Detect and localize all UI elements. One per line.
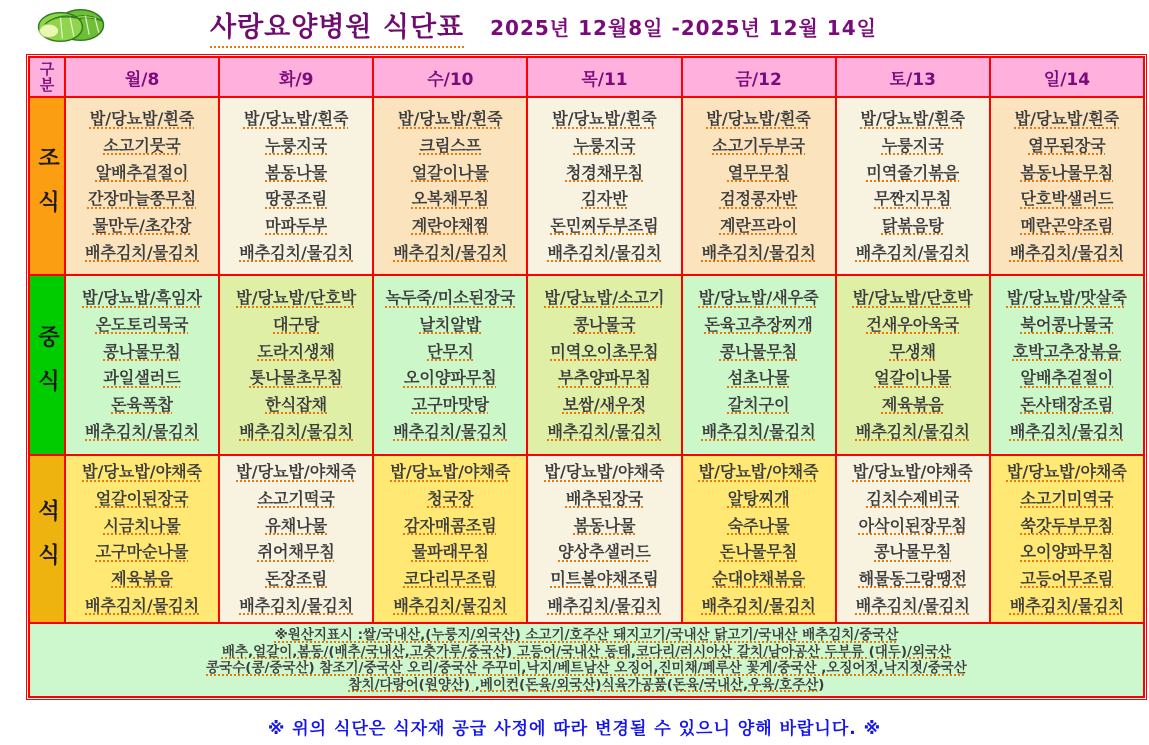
menu-item: 고구마맛탕 <box>411 394 489 414</box>
menu-item: 배추김치/물김치 <box>393 242 508 262</box>
meal-row-breakfast <box>29 97 1144 275</box>
menu-item: 돈나물무침 <box>719 542 798 562</box>
menu-item: 갈치구이 <box>727 394 790 414</box>
change-notice: ※ 위의 식단은 식자재 공급 사정에 따라 변경될 수 있으니 양해 바랍니다. ※ <box>267 719 882 739</box>
menu-item: 검정콩자반 <box>719 189 798 209</box>
menu-cell-dinner-day1 <box>219 455 373 623</box>
menu-item: 돈사태장조림 <box>1020 394 1114 414</box>
menu-item: 마파두부 <box>265 215 328 235</box>
menu-cell-lunch-day0 <box>65 275 219 455</box>
menu-item: 아삭이된장무침 <box>858 515 967 535</box>
menu-item: 땅콩조림 <box>265 189 328 209</box>
meal-label-dinner: 석식 <box>29 455 65 623</box>
menu-item: 배추김치/물김치 <box>239 421 354 441</box>
menu-item: 누룽지국 <box>265 135 328 155</box>
menu-item: 오이양파무침 <box>1020 542 1114 562</box>
menu-item: 섬초나물 <box>727 368 790 388</box>
menu-item: 보쌈/새우젓 <box>562 394 647 414</box>
day-header-3: 목/11 <box>527 57 681 97</box>
menu-item: 밥/당뇨밥/흰죽 <box>706 109 811 129</box>
menu-item: 배추김치/물김치 <box>1009 242 1124 262</box>
menu-item: 배추김치/물김치 <box>393 595 508 615</box>
menu-item: 부추양파무침 <box>558 368 651 388</box>
menu-item: 돈육폭찹 <box>111 394 173 414</box>
menu-cell-breakfast-day1 <box>219 97 373 275</box>
menu-item: 순대야채볶음 <box>712 568 805 588</box>
meal-row-lunch <box>29 275 1144 455</box>
menu-item: 건새우아욱국 <box>866 314 960 334</box>
menu-item: 배추김치/물김치 <box>1009 595 1124 615</box>
menu-item: 대구탕 <box>273 314 320 334</box>
menu-cell-breakfast-day3 <box>527 97 681 275</box>
date-range: 2025년 12월8일 -2025년 12월 14일 <box>490 15 877 40</box>
menu-item: 배추김치/물김치 <box>85 421 200 441</box>
day-header-5: 토/13 <box>836 57 990 97</box>
meal-table <box>28 56 1145 698</box>
menu-item: 배추김치/물김치 <box>85 242 200 262</box>
origin-line-3: 콩국수(콩/중국산) 참조기/중국산 오리/중국산 주꾸미,낙지/베트남산 오징어,진미채/페루산 꽃게/중국산 ,오징어젓,낙지젓/중국산 <box>206 660 967 676</box>
meal-label-breakfast: 조식 <box>29 97 65 275</box>
menu-item: 물만두/초간장 <box>92 215 192 235</box>
menu-item: 닭볶음탕 <box>881 215 944 235</box>
menu-item: 얼갈이나물 <box>874 368 952 388</box>
menu-item: 콩나물무침 <box>874 542 952 562</box>
menu-item: 톳나물초무침 <box>249 368 343 388</box>
menu-item: 봄동나물 <box>573 515 636 535</box>
menu-item: 밥/당뇨밥/단호박 <box>236 288 357 308</box>
menu-item: 숙주나물 <box>727 515 790 535</box>
day-header-6: 일/14 <box>990 57 1144 97</box>
menu-item: 소고기두부국 <box>712 135 805 155</box>
menu-item: 쥐어채무침 <box>257 542 335 562</box>
menu-item: 미역줄기볶음 <box>866 162 960 182</box>
menu-item: 밥/당뇨밥/야채죽 <box>236 462 357 482</box>
menu-item: 배추김치/물김치 <box>1009 421 1124 441</box>
menu-item: 날치알밥 <box>419 314 482 334</box>
menu-item: 콩나물무침 <box>103 341 181 361</box>
menu-item: 콩나물무침 <box>719 341 798 361</box>
menu-item: 계란프라이 <box>719 215 798 235</box>
corner-header: 구분 <box>29 57 65 97</box>
menu-cell-lunch-day3 <box>527 275 681 455</box>
menu-item: 밥/당뇨밥/야채죽 <box>1006 462 1127 482</box>
menu-item: 배추김치/물김치 <box>239 595 354 615</box>
menu-item: 미트볼야채조림 <box>550 568 659 588</box>
menu-item: 봄동나물무침 <box>1020 162 1114 182</box>
menu-item: 밥/당뇨밥/흰죽 <box>1014 109 1120 129</box>
menu-item: 감자매콤조림 <box>403 515 497 535</box>
menu-item: 얼갈이나물 <box>411 162 489 182</box>
day-header-2: 수/10 <box>373 57 527 97</box>
day-header-0: 월/8 <box>65 57 219 97</box>
menu-item: 쑥갓두부무침 <box>1020 515 1114 535</box>
menu-item: 청경채무침 <box>565 162 644 182</box>
menu-item: 녹두죽/미소된장국 <box>385 288 516 308</box>
menu-cell-lunch-day6 <box>990 275 1144 455</box>
menu-item: 청국장 <box>427 488 474 508</box>
menu-item: 배추김치/물김치 <box>701 595 816 615</box>
menu-item: 배추김치/물김치 <box>855 421 970 441</box>
menu-cell-dinner-day5 <box>836 455 990 623</box>
cabbage-icon <box>28 2 114 50</box>
menu-item: 호박고추장볶음 <box>1012 341 1122 361</box>
menu-item: 밥/당뇨밥/흰죽 <box>398 109 503 129</box>
topbar <box>0 0 1149 52</box>
menu-cell-lunch-day5 <box>836 275 990 455</box>
menu-item: 제육볶음 <box>881 394 944 414</box>
menu-item: 알탕찌개 <box>727 488 790 508</box>
menu-item: 밥/당뇨밥/흰죽 <box>860 109 965 129</box>
menu-item: 제육볶음 <box>111 568 173 588</box>
menu-item: 누룽지국 <box>881 135 944 155</box>
meal-label-lunch: 중식 <box>29 275 65 455</box>
menu-item: 소고기미역국 <box>1020 488 1114 508</box>
origin-row <box>29 623 1144 697</box>
menu-cell-breakfast-day2 <box>373 97 527 275</box>
menu-cell-lunch-day1 <box>219 275 373 455</box>
menu-item: 콩나물국 <box>573 314 636 334</box>
menu-item: 알배추겉절이 <box>95 162 189 182</box>
menu-item: 단무지 <box>427 341 474 361</box>
menu-item: 소고기떡국 <box>257 488 335 508</box>
menu-item: 배추된장국 <box>565 488 644 508</box>
menu-item: 소고기뭇국 <box>103 135 181 155</box>
menu-item: 밥/당뇨밥/흰죽 <box>552 109 657 129</box>
menu-item: 한식잡채 <box>265 394 328 414</box>
menu-cell-breakfast-day4 <box>682 97 836 275</box>
menu-item: 온도토리묵국 <box>95 314 189 334</box>
menu-item: 오복채무침 <box>411 189 489 209</box>
menu-item: 배추김치/물김치 <box>701 242 816 262</box>
menu-cell-dinner-day3 <box>527 455 681 623</box>
menu-item: 배추김치/물김치 <box>855 595 970 615</box>
menu-item: 무짠지무침 <box>874 189 952 209</box>
day-header-1: 화/9 <box>219 57 373 97</box>
menu-item: 밥/당뇨밥/흑임자 <box>82 288 203 308</box>
origin-section <box>29 623 1144 697</box>
menu-item: 배추김치/물김치 <box>701 421 816 441</box>
menu-item: 해물동그랑땡전 <box>858 568 967 588</box>
menu-item: 돈육고추장찌개 <box>704 314 813 334</box>
day-header-row <box>29 57 1144 97</box>
menu-item: 밥/당뇨밥/흰죽 <box>89 109 195 129</box>
menu-item: 오이양파무침 <box>403 368 497 388</box>
menu-item: 계란야채찜 <box>411 215 489 235</box>
menu-item: 도라지생채 <box>257 341 335 361</box>
menu-item: 밥/당뇨밥/맛살죽 <box>1006 288 1127 308</box>
menu-item: 배추김치/물김치 <box>85 595 200 615</box>
menu-cell-dinner-day6 <box>990 455 1144 623</box>
menu-item: 간장마늘쫑무침 <box>87 189 197 209</box>
menu-item: 배추김치/물김치 <box>855 242 970 262</box>
menu-cell-lunch-day2 <box>373 275 527 455</box>
menu-item: 밥/당뇨밥/야채죽 <box>698 462 819 482</box>
menu-item: 열무된장국 <box>1028 135 1106 155</box>
menu-item: 밥/당뇨밥/단호박 <box>852 288 973 308</box>
menu-item: 메란곤약조림 <box>1020 215 1114 235</box>
menu-item: 밥/당뇨밥/야채죽 <box>390 462 511 482</box>
meal-table-frame <box>26 54 1147 700</box>
menu-item: 유채나물 <box>265 515 328 535</box>
menu-item: 배추김치/물김치 <box>239 242 354 262</box>
menu-item: 얼갈이된장국 <box>95 488 189 508</box>
origin-line-2: 배추,얼갈이,봄동/(배추/국내산,고춧가루/중국산) 고등어/국내산 동태,코다리/러시아산 갈치/남아공산 두부류 (대두)/외국산 <box>221 643 952 660</box>
meal-row-dinner <box>29 455 1144 623</box>
menu-item: 크림스프 <box>419 135 482 155</box>
meal-rows <box>29 97 1144 623</box>
menu-item: 과일샐러드 <box>103 368 181 388</box>
menu-cell-breakfast-day5 <box>836 97 990 275</box>
menu-item: 김치수제비국 <box>866 488 960 508</box>
page-title: 사랑요양병원 식단표 <box>210 5 464 48</box>
menu-item: 누룽지국 <box>573 135 636 155</box>
menu-cell-lunch-day4 <box>682 275 836 455</box>
menu-item: 밥/당뇨밥/야채죽 <box>544 462 665 482</box>
menu-item: 열무무침 <box>727 162 790 182</box>
menu-item: 배추김치/물김치 <box>393 421 508 441</box>
menu-item: 고구마순나물 <box>95 542 189 562</box>
menu-item: 배추김치/물김치 <box>547 595 662 615</box>
menu-item: 밥/당뇨밥/소고기 <box>544 288 665 308</box>
menu-item: 배추김치/물김치 <box>547 242 662 262</box>
menu-item: 밥/당뇨밥/새우죽 <box>698 288 819 308</box>
menu-item: 김자반 <box>581 189 628 209</box>
menu-item: 돈민찌두부조림 <box>550 215 659 235</box>
origin-line-4: 참치/다랑어(원양산) ,베이컨(돈육/외국산)식육가공품(돈육/국내산,우육/호주산) <box>348 676 825 693</box>
menu-item: 밥/당뇨밥/야채죽 <box>852 462 973 482</box>
menu-item: 밥/당뇨밥/야채죽 <box>82 462 203 482</box>
menu-item: 고등어무조림 <box>1020 568 1114 588</box>
menu-cell-dinner-day2 <box>373 455 527 623</box>
menu-item: 돈장조림 <box>265 568 328 588</box>
menu-item: 미역오이초무침 <box>550 341 659 361</box>
menu-item: 단호박샐러드 <box>1020 189 1114 209</box>
origin-notice <box>29 623 1144 697</box>
menu-item: 북어콩나물국 <box>1020 314 1114 334</box>
menu-cell-dinner-day0 <box>65 455 219 623</box>
menu-item: 밥/당뇨밥/흰죽 <box>243 109 349 129</box>
day-header-4: 금/12 <box>682 57 836 97</box>
menu-item: 양상추샐러드 <box>558 542 651 562</box>
menu-cell-dinner-day4 <box>682 455 836 623</box>
menu-item: 봄동나물 <box>265 162 328 182</box>
menu-item: 알배추겉절이 <box>1020 368 1114 388</box>
menu-item: 무생채 <box>889 341 936 361</box>
menu-item: 시금치나물 <box>103 515 181 535</box>
menu-item: 배추김치/물김치 <box>547 421 662 441</box>
menu-cell-breakfast-day6 <box>990 97 1144 275</box>
menu-item: 코다리무조림 <box>403 568 497 588</box>
menu-item: 물파래무침 <box>411 542 489 562</box>
origin-line-1: ※원산지표시 :쌀/국내산,(누룽지/외국산) 소고기/호주산 돼지고기/국내산 닭고기/국내산 배추김치/중국산 <box>274 627 899 643</box>
menu-cell-breakfast-day0 <box>65 97 219 275</box>
